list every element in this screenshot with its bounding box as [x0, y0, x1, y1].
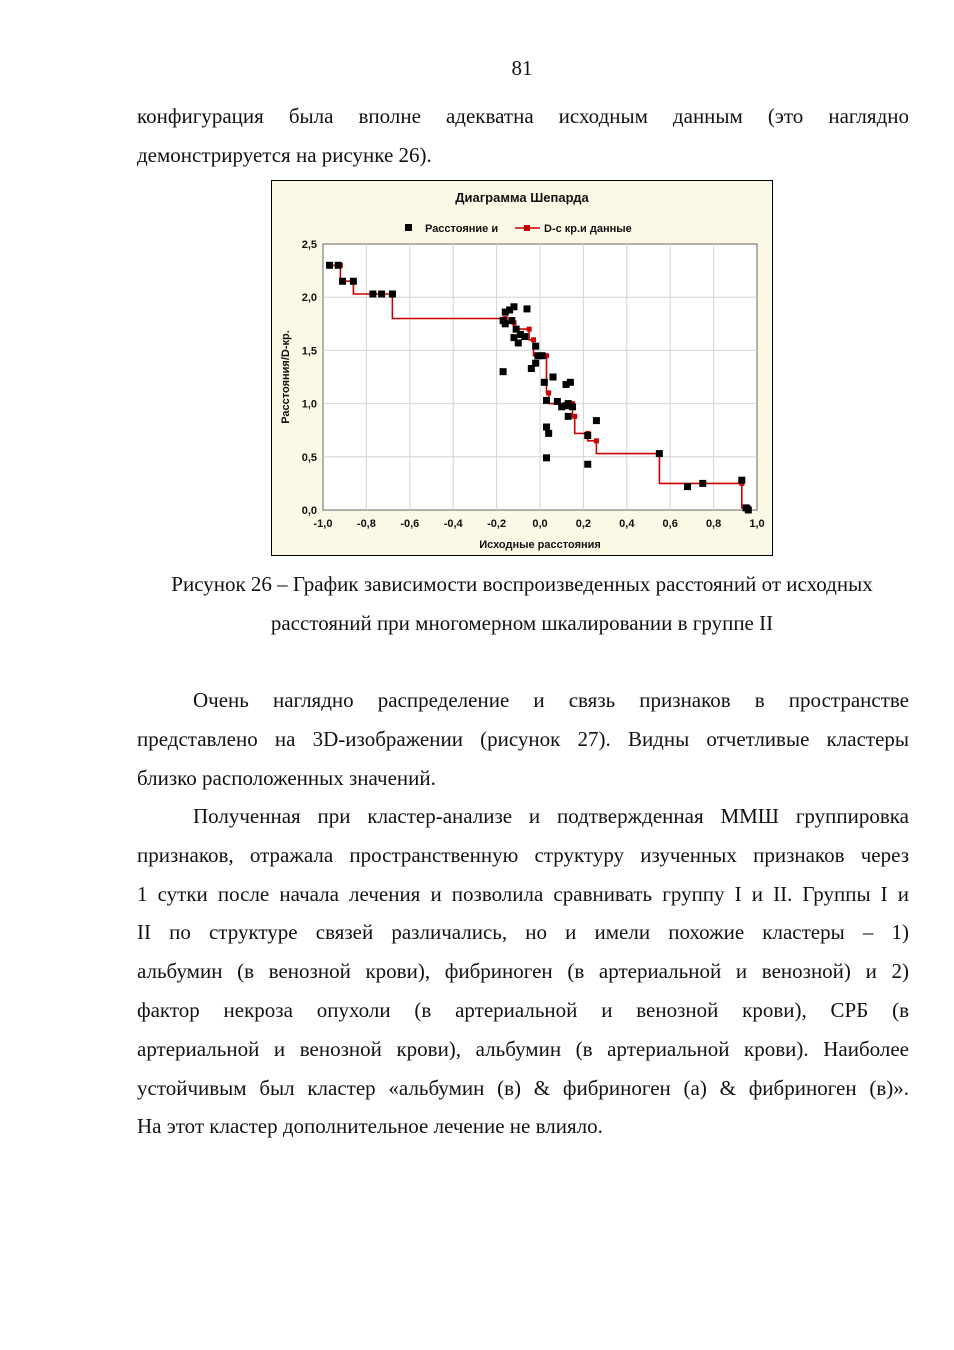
- chart-legend: [405, 223, 632, 235]
- x-tick-label: -0,6: [400, 518, 420, 530]
- scatter-point: [565, 413, 572, 420]
- scatter-point: [550, 374, 557, 381]
- y-tick-label: 2,5: [301, 239, 317, 251]
- paragraph-intro: [137, 97, 909, 175]
- figure-caption: [100, 565, 944, 643]
- scatter-point: [541, 379, 548, 386]
- x-tick-label: 0,0: [532, 518, 548, 530]
- y-tick-label: 2,0: [301, 292, 317, 305]
- y-tick-label: 1,5: [301, 345, 317, 358]
- text-line: фактор некроза опухоли (в артериальной и венозной крови), СРБ (в: [137, 997, 909, 1022]
- scatter-point: [543, 454, 550, 461]
- scatter-point: [684, 483, 691, 490]
- scatter-point: [339, 278, 346, 285]
- step-marker: [572, 414, 577, 419]
- y-axis-label: Расстояния/D-кр.: [280, 330, 292, 424]
- legend-marker-line-square: [524, 225, 530, 231]
- text-line: близко расположенных значений.: [137, 765, 436, 790]
- legend-label-points: Расстояние и: [425, 223, 499, 235]
- legend-marker-points: [405, 224, 412, 231]
- scatter-point: [545, 430, 552, 437]
- scatter-point: [515, 339, 522, 346]
- scatter-point: [699, 480, 706, 487]
- scatter-point: [738, 477, 745, 484]
- scatter-point: [584, 432, 591, 439]
- text-line: признаков, отражала пространственную структуру изученных признаков через: [137, 842, 909, 867]
- step-marker: [531, 337, 536, 342]
- scatter-point: [508, 317, 515, 324]
- step-marker: [594, 438, 599, 443]
- text-line: артериальной и венозной крови), альбумин (в артериальной крови). Наиболее: [137, 1036, 909, 1061]
- scatter-point: [569, 403, 576, 410]
- y-axis-ticks: [302, 239, 317, 517]
- text-line: II по структуре связей различались, но и имели похожие кластеры – 1): [137, 920, 909, 945]
- x-tick-label: -1,0: [313, 518, 333, 530]
- shepard-diagram-figure: [271, 180, 773, 556]
- x-tick-label: 0,6: [662, 518, 678, 530]
- scatter-point: [502, 320, 509, 327]
- scatter-point: [745, 507, 752, 514]
- scatter-point: [532, 360, 539, 367]
- x-axis-label: Исходные расстояния: [479, 539, 601, 551]
- scatter-point: [523, 305, 530, 312]
- text-line: 1 сутки после начала лечения и позволила сравнивать группу I и II. Группы I и: [137, 881, 909, 906]
- x-tick-label: 0,8: [705, 518, 722, 530]
- y-tick-label: 1,0: [301, 398, 317, 411]
- scatter-point: [521, 333, 528, 340]
- scatter-point: [584, 461, 591, 468]
- text-line: альбумин (в венозной крови), фибриноген (в артериальной и венозной) и 2): [137, 959, 909, 984]
- text-line: Очень наглядно распределение и связь признаков в пространстве: [193, 688, 909, 712]
- x-tick-label: -0,2: [487, 518, 507, 530]
- x-axis-ticks: [314, 518, 765, 530]
- scatter-point: [389, 291, 396, 298]
- scatter-point: [563, 381, 570, 388]
- shepard-chart: [272, 181, 772, 555]
- step-marker: [546, 390, 551, 395]
- x-tick-label: -0,8: [356, 518, 376, 530]
- chart-title: Диаграмма Шепарда: [455, 190, 589, 205]
- scatter-point: [543, 397, 550, 404]
- text-line: На этот кластер дополнительное лечение не влияло.: [137, 1114, 603, 1139]
- scatter-point: [326, 262, 333, 269]
- scatter-point: [369, 291, 376, 298]
- text-line: представлено на 3D-изображении (рисунок 27). Видны отчетливые кластеры: [137, 726, 909, 751]
- text-line: демонстрируется на рисунке 26).: [137, 142, 432, 167]
- x-tick-label: 0,4: [619, 518, 635, 530]
- scatter-point: [656, 450, 663, 457]
- legend-label-line: D-с кр.и данные: [544, 223, 632, 235]
- paragraph-3d: [137, 681, 909, 797]
- text-line: Полученная при кластер-анализе и подтвержденная ММШ группировка: [193, 804, 909, 828]
- x-tick-label: 1,0: [749, 518, 765, 530]
- scatter-point: [593, 417, 600, 424]
- text-line: конфигурация была вполне адекватна исходным данным (это наглядно: [137, 104, 909, 128]
- text-line: устойчивым был кластер «альбумин (в) & фибриноген (а) & фибриноген (в)».: [137, 1075, 909, 1100]
- caption-line: расстояний при многомерном шкалировании в группе II: [270, 610, 774, 635]
- y-tick-label: 0,0: [301, 505, 317, 517]
- caption-line: Рисунок 26 – График зависимости воспроизведенных расстояний от исходных: [171, 572, 873, 596]
- paragraph-clusters: [137, 797, 909, 1146]
- scatter-point: [543, 424, 550, 431]
- scatter-point: [539, 352, 546, 359]
- x-tick-label: 0,2: [575, 518, 592, 530]
- page-number: 81: [511, 56, 533, 80]
- scatter-point: [378, 291, 385, 298]
- step-marker: [527, 327, 532, 332]
- y-tick-label: 0,5: [301, 451, 317, 464]
- scatter-point: [510, 303, 517, 310]
- scatter-point: [350, 278, 357, 285]
- scatter-point: [500, 368, 507, 375]
- scatter-point: [532, 343, 539, 350]
- x-tick-label: -0,4: [443, 518, 463, 530]
- scatter-point: [335, 262, 342, 269]
